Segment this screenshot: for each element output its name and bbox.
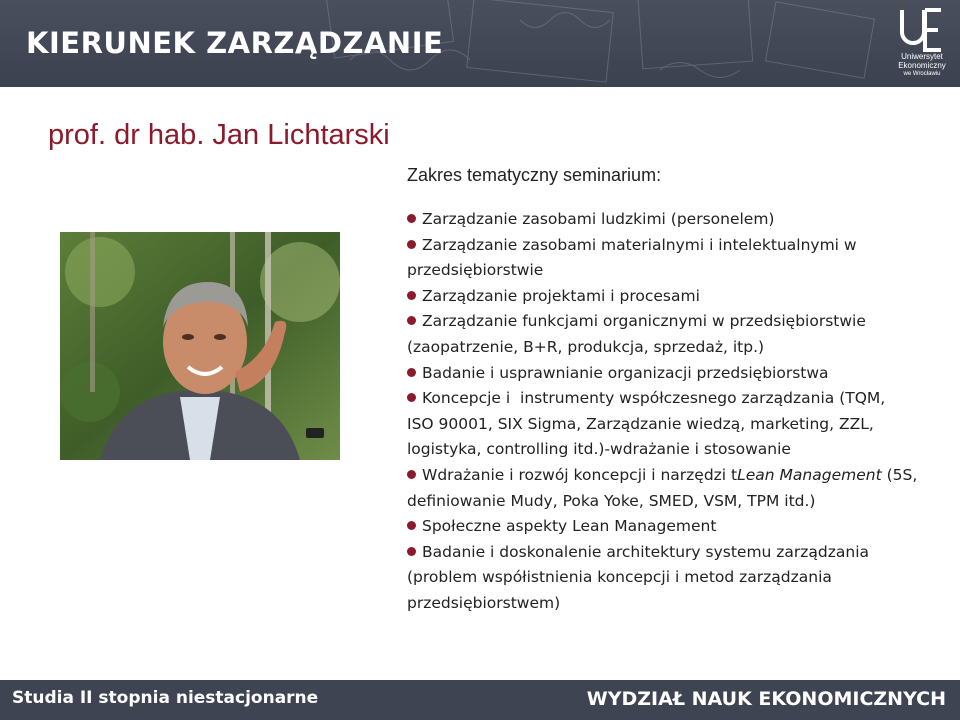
header-bar: [0, 0, 960, 87]
topic-item: Koncepcje i instrumenty współczesnego zarządzania (TQM, ISO 90001, SIX Sigma, Zarządzanie wiedzą, marketing, ZZL, logistyka, controlling itd.)-wdrażanie i stosowanie: [407, 389, 940, 459]
topic-item: Zarządzanie zasobami ludzkimi (personelem): [407, 207, 937, 233]
logo-line-2: Ekonomiczny: [898, 61, 946, 70]
topics-heading: Zakres tematyczny seminarium:: [407, 165, 662, 185]
study-program-label: Studia II stopnia niestacjonarne: [12, 688, 319, 708]
bullet-icon: [407, 240, 416, 249]
portrait-image: [60, 232, 340, 460]
topic-item: Wdrażanie i rozwój koncepcji i narzędzi tLean Management (5S, definiowanie Mudy, Poka Yoke, SMED, VSM, TPM itd.): [407, 465, 918, 510]
bullet-icon: [407, 393, 416, 402]
bullet-icon: [407, 214, 416, 223]
logo-line-3: we Wrocławiu: [903, 71, 941, 77]
logo-line-1: Uniwersytet: [901, 52, 943, 61]
faculty-label: WYDZIAŁ NAUK EKONOMICZNYCH: [586, 688, 946, 710]
topic-item: Zarządzanie funkcjami organicznymi w przedsiębiorstwie (zaopatrzenie, B+R, produkcja, sprzedaż, itp.): [407, 312, 866, 356]
topic-item: Zarządzanie zasobami materialnymi i intelektualnymi w przedsiębiorstwie: [407, 235, 857, 280]
footer-bar: [0, 680, 960, 720]
bullet-icon: [407, 470, 416, 479]
bullet-icon: [407, 291, 416, 300]
professor-name: prof. dr hab. Jan Lichtarski: [48, 119, 390, 151]
bullet-icon: [407, 368, 416, 377]
ue-logo-icon: [899, 8, 945, 52]
topic-item: Zarządzanie projektami i procesami: [407, 284, 937, 310]
page-title: KIERUNEK ZARZĄDZANIE: [26, 26, 444, 60]
professor-photo: [60, 232, 340, 460]
university-logo: [888, 8, 956, 82]
topic-item: Badanie i doskonalenie architektury systemu zarządzania (problem współistnienia koncepcji i metod zarządzania przedsiębiorstwem): [407, 542, 870, 612]
topics-list: [407, 207, 940, 617]
topic-item: Badanie i usprawnianie organizacji przedsiębiorstwa: [407, 361, 937, 387]
topic-item: Społeczne aspekty Lean Management: [407, 514, 937, 540]
bullet-icon: [407, 521, 416, 530]
bullet-icon: [407, 316, 416, 325]
bullet-icon: [407, 547, 416, 556]
